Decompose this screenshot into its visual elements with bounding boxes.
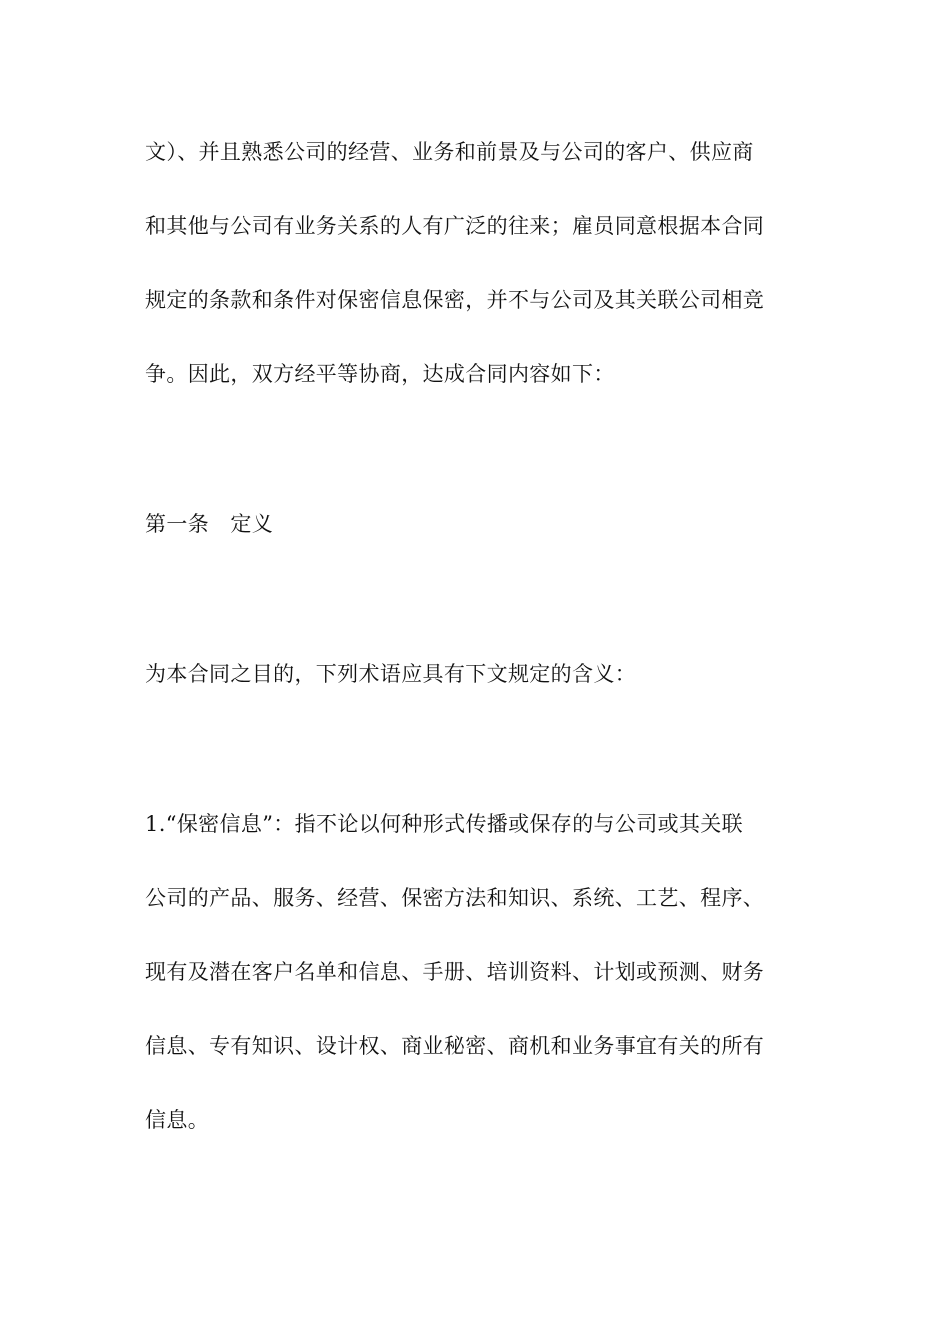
- definition-line: 信息。: [145, 1108, 210, 1132]
- definition-line: 信息、专有知识、设计权、商业秘密、商机和业务事宜有关的所有: [145, 1034, 765, 1058]
- definition-line: 公司的产品、服务、经营、保密方法和知识、系统、工艺、程序、: [145, 886, 765, 910]
- article-heading: 第一条 定义: [145, 512, 274, 536]
- paragraph-line: 争。因此，双方经平等协商，达成合同内容如下：: [145, 362, 615, 386]
- definition-line: 1.“保密信息”：指不论以何种形式传播或保存的与公司或其关联: [145, 812, 744, 836]
- paragraph-line: 和其他与公司有业务关系的人有广泛的往来；雇员同意根据本合同: [145, 214, 765, 238]
- paragraph-line: 文）、并且熟悉公司的经营、业务和前景及与公司的客户、供应商: [145, 140, 754, 164]
- paragraph-line: 规定的条款和条件对保密信息保密，并不与公司及其关联公司相竞: [145, 288, 765, 312]
- definitions-intro: 为本合同之目的，下列术语应具有下文规定的含义：: [145, 662, 637, 686]
- definition-line: 现有及潜在客户名单和信息、手册、培训资料、计划或预测、财务: [145, 960, 765, 984]
